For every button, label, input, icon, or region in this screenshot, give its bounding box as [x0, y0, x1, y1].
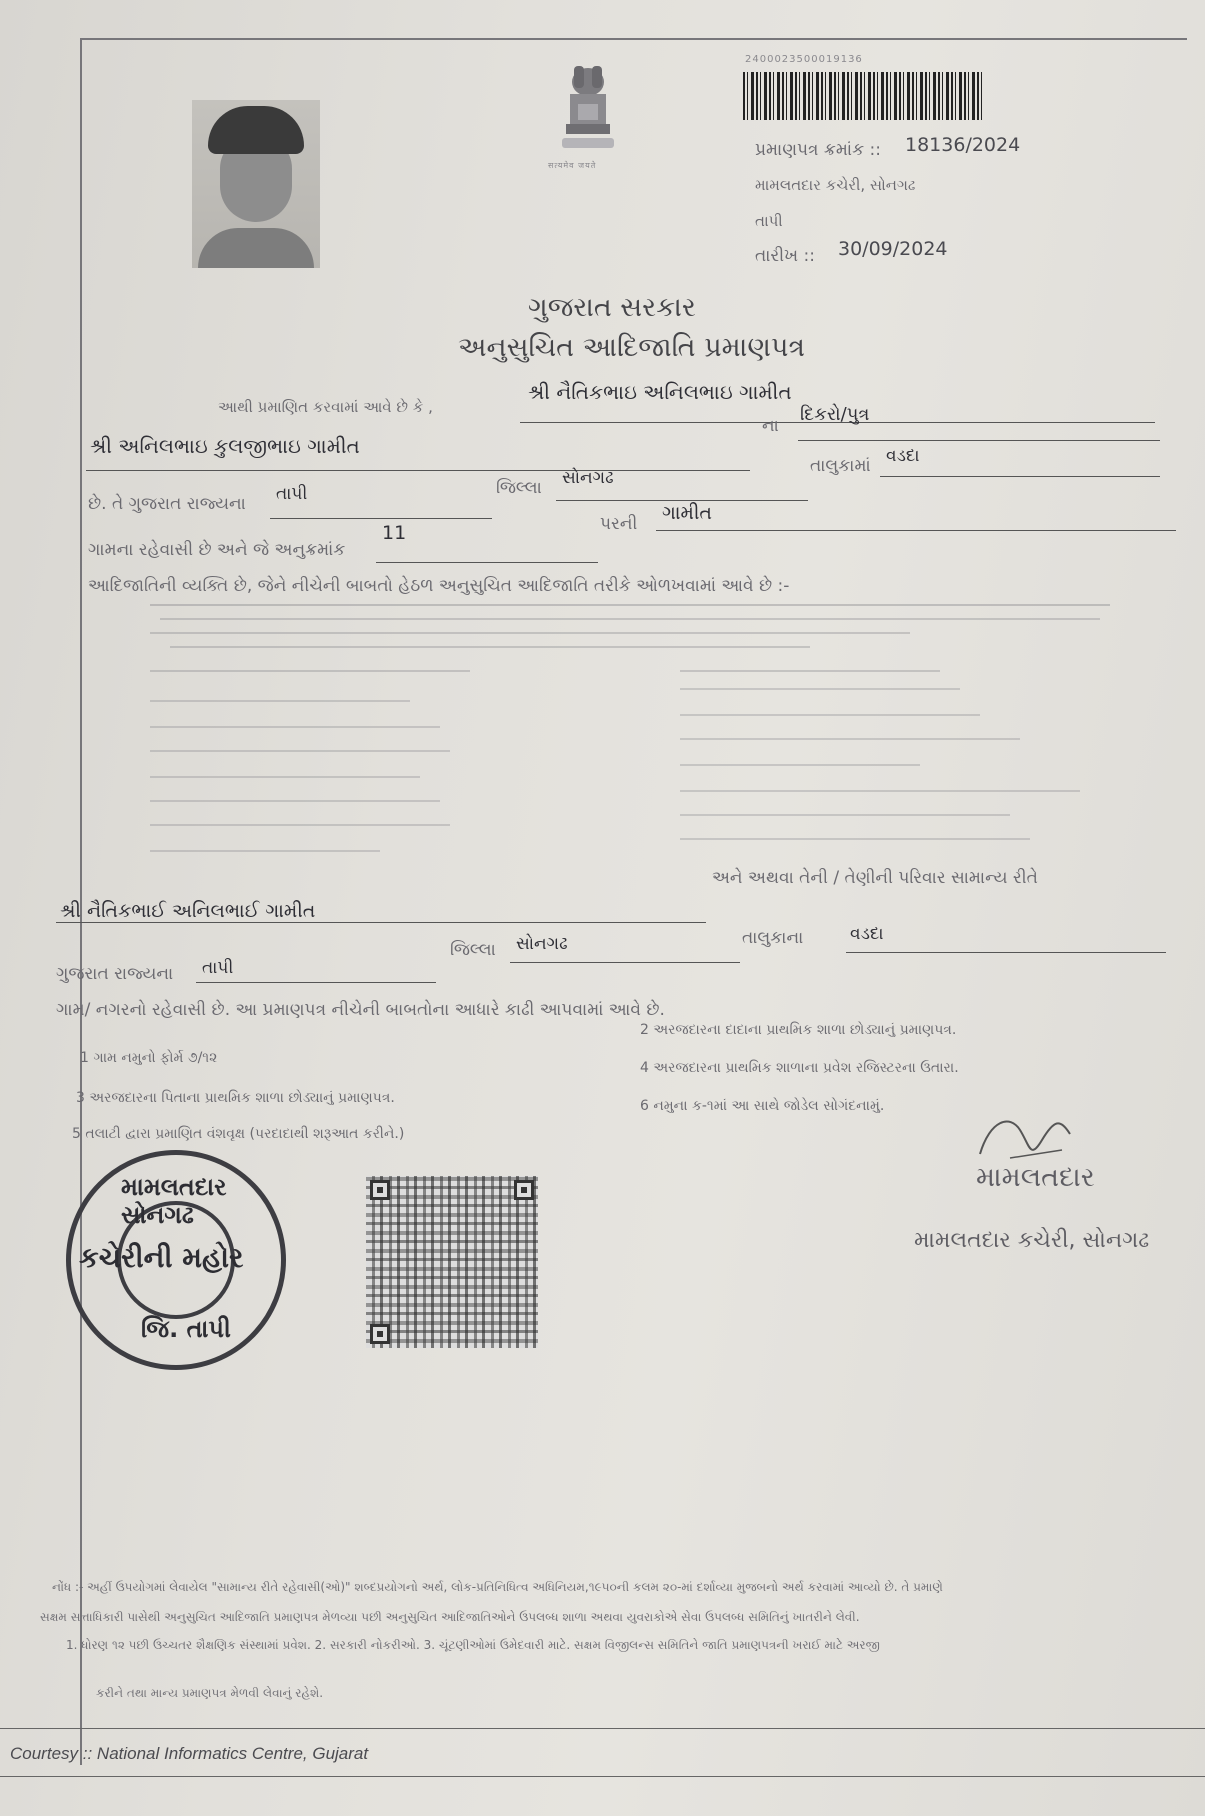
basis-line: ગામ/ નગરનો રહેવાસી છે. આ પ્રમાણપત્ર નીચેની બાબતોના આધારે કાઢી આપવામાં આવે છે.: [56, 1000, 665, 1020]
cert-no: 18136/2024: [905, 134, 1021, 156]
jilla: સોનગઢ: [562, 468, 614, 488]
seal-bottom-text: જિ. તાપી: [141, 1315, 231, 1343]
office-seal: [66, 1150, 286, 1370]
seal-top-text: મામલતદાર સોનગઢ: [121, 1173, 227, 1229]
header-office: મામલતદાર કચેરી, સોનગઢ: [755, 176, 916, 194]
certificate-title: અનુસુચિત આદિજાતિ પ્રમાણપત્ર: [458, 332, 806, 363]
document-1: 1 ગામ નમુનો ફોર્મ ૭/૧૨: [80, 1050, 218, 1066]
signature-office: મામલતદાર કચેરી, સોનગઢ: [914, 1228, 1150, 1253]
photo-body: [198, 228, 314, 268]
document-5: 5 તલાટી દ્વારા પ્રમાણિત વંશવૃક્ષ (પરદાદાથી શરૂઆત કરીને.): [72, 1126, 405, 1142]
header-district: તાપી: [755, 212, 783, 230]
taluka-underline: [880, 452, 1160, 477]
parni-label: પરની: [600, 514, 638, 534]
applicant-name-2: શ્રી નૈતિકભાઈ અનિલભાઈ ગામીત: [60, 900, 316, 922]
signature-scribble: [970, 1110, 1080, 1170]
gujarat-state-label: ગુજરાત રાજ્યના: [56, 964, 174, 984]
relation: દિકરો/પુત્ર: [800, 404, 870, 425]
qr-finder-top-left: [370, 1180, 390, 1200]
document-6: 6 નમુના ક-૧માં આ સાથે જોડેલ સોગંદનામું.: [640, 1098, 885, 1114]
national-emblem-icon: [548, 58, 628, 168]
document-3: 3 અરજદારના પિતાના પ્રાથમિક શાળા છોડ્યાનું પ્રમાણપત્ર.: [76, 1090, 395, 1106]
act-references: [150, 604, 1130, 868]
state-label: છે. તે ગુજરાત રાજ્યના: [88, 494, 246, 514]
taluka2-underline: [846, 928, 1166, 953]
jilla-label-2: જિલ્લા: [450, 940, 496, 960]
taluka-2: વડદા: [850, 924, 884, 944]
applicant-name: શ્રી નૈતિકભાઇ અનિલભાઇ ગામીત: [528, 380, 792, 404]
document-2: 2 અરજદારના દાદાના પ્રાથમિક શાળા છોડ્યાનું પ્રમાણપત્ર.: [640, 1022, 957, 1038]
qr-finder-bottom-left: [370, 1324, 390, 1344]
family-label: અને અથવા તેની / તેણીની પરિવાર સામાન્ય રીતે: [712, 868, 1038, 888]
footer-rule-bottom: [0, 1776, 1205, 1777]
seal-middle-text: કચેરીની મહોર: [79, 1241, 244, 1274]
signature-title: મામલતદાર: [976, 1162, 1095, 1193]
emblem-caption: सत्यमेव जयते: [548, 161, 597, 170]
tribe-underline: [656, 506, 1176, 531]
taluka-label: તાલુકામાં: [810, 456, 871, 476]
qr-code: [366, 1176, 538, 1348]
document-4: 4 અરજદારના પ્રાથમિક શાળાના પ્રવેશ રજિસ્ટરના ઉતારા.: [640, 1060, 959, 1076]
note-2: સક્ષમ સત્તાધિકારી પાસેથી અનુસુચિત આદિજાતિ પ્રમાણપત્ર મેળવ્યા પછી અનુસુચિત આદિજાતિઓને ઉપલબ્ધ શાળા અથવા યુવરાકોએ સેવા ઉપલબ્ધ સમિતિનું ખાતરીને લેવી.: [40, 1610, 860, 1624]
jilla-label: જિલ્લા: [496, 478, 542, 498]
cert-no-label: પ્રમાણપત્ર ક્રમાંક ::: [755, 140, 881, 160]
issue-date: 30/09/2024: [838, 238, 948, 260]
jilla-2: સોનગઢ: [516, 934, 568, 954]
na-label: ના: [762, 416, 779, 436]
government-title: ગુજરાત સરકાર: [528, 292, 696, 323]
note-3: 1. ધોરણ ૧૨ પછી ઉચ્ચતર શૈક્ષણિક સંસ્થામાં પ્રવેશ. 2. સરકારી નોકરીઓ. 3. ચૂંટણીઓમાં ઉમેદવારી માટે. સક્ષમ વિજીલન્સ સમિતિને જાતિ પ્રમાણપત્રની ખરાઈ માટે અરજી: [66, 1638, 880, 1652]
adijati-line: આદિજાતિની વ્યક્તિ છે, જેને નીચેની બાબતો હેઠળ અનુસુચિત આદિજાતિ તરીકે ઓળખવામાં આવે છે :-: [88, 576, 790, 596]
tribe: ગામીત: [662, 502, 712, 524]
applicant-photo: [192, 100, 320, 268]
footer-rule-top: [0, 1728, 1205, 1729]
note-4: કરીને તથા માન્ય પ્રમાણપત્ર મેળવી લેવાનું રહેશે.: [96, 1686, 324, 1700]
qr-cells: [366, 1176, 538, 1348]
note-1: નોંધ :- અહીં ઉપયોગમાં લેવાયેલ "સામાન્ય રીતે રહેવાસી(ઓ)" શબ્દપ્રયોગનો અર્થ, લોક-પ્રતિનિધિત્વ અધિનિયમ,૧૯૫૦ની કલમ ૨૦-માં દર્શાવ્યા મુજબનો અર્થ કરવામાં આવ્યો છે. તે પ્રમાણે: [52, 1580, 943, 1594]
serial-no: 11: [382, 522, 407, 544]
courtesy-text: Courtesy :: National Informatics Centre, Gujarat: [10, 1744, 369, 1763]
village-label: ગામના રહેવાસી છે અને જે અનુક્રમાંક: [88, 540, 346, 560]
certify-label: આથી પ્રમાણિત કરવામાં આવે છે કે ,: [218, 398, 433, 416]
taluka-label-2: તાલુકાના: [742, 928, 804, 948]
barcode: [743, 72, 983, 120]
state-district: તાપી: [276, 484, 308, 504]
serial-underline: [376, 538, 598, 563]
qr-finder-top-right: [514, 1180, 534, 1200]
photo-hair: [208, 106, 304, 154]
father-name: શ્રી અનિલભાઇ કુલજીભાઇ ગામીત: [90, 434, 360, 458]
barcode-number: 2400023500019136: [745, 54, 863, 65]
date-label: તારીખ ::: [755, 246, 815, 266]
taluka: વડદા: [886, 446, 920, 466]
state-district-2: તાપી: [202, 958, 234, 978]
